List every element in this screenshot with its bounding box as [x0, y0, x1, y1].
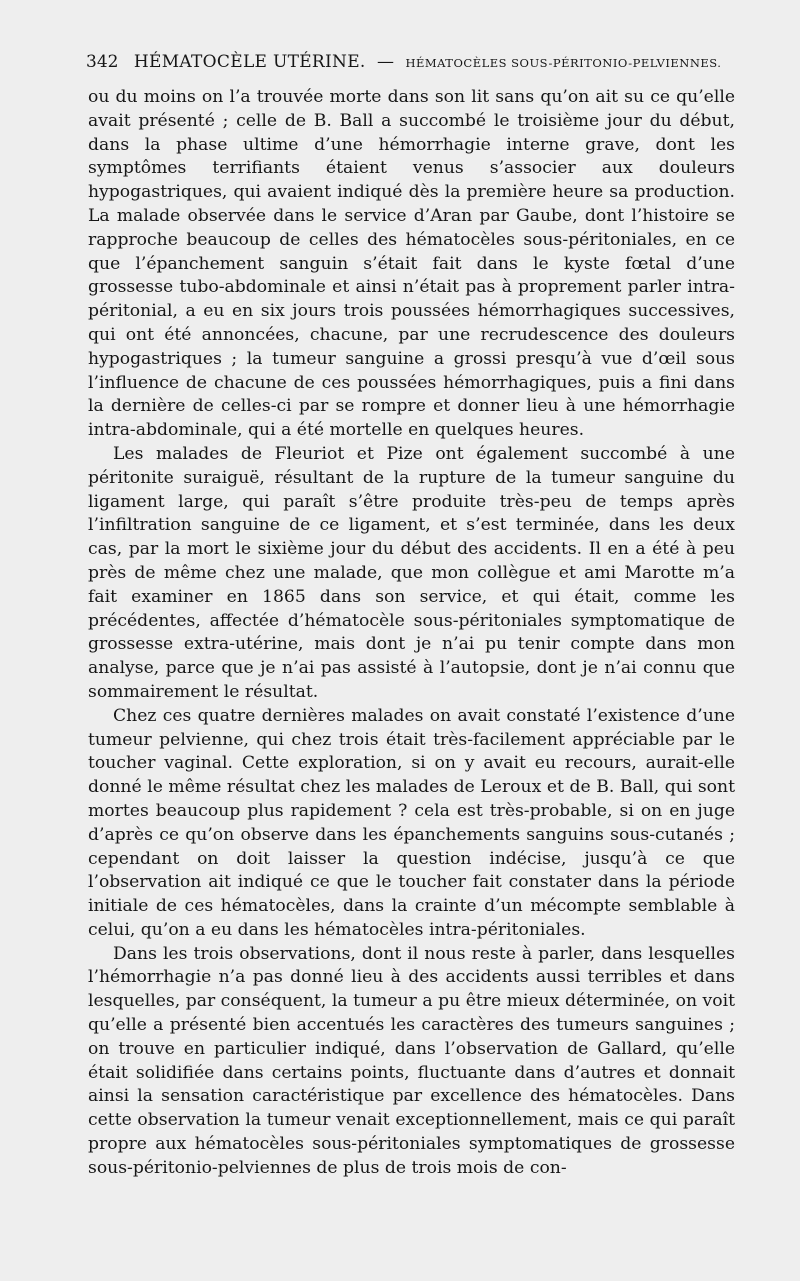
header-title: HÉMATOCÈLE UTÉRINE. — [133, 52, 366, 72]
header-subtitle: HÉMATOCÈLES SOUS-PÉRITONIO-PELVIENNES. — [405, 56, 722, 70]
paragraph: Chez ces quatre dernières malades on avait constaté l’existence d’une tumeur pelvienne, qui chez trois était très-facilement appréciable par le toucher vaginal. Cette exploration, si on y avait eu recours, aurait-elle donné le même résultat chez les malades de Leroux et de B. Ball, qui sont mortes beaucoup plus rapidement ? cela est très-probable, si on en juge d’après ce qu’on observe dans les épanchements sanguins sous-cutanés ; cependant on doit laisser la question indécise, jusqu’à ce que l’observation ait indiqué ce que le toucher fait constater dans la période initiale de ces hématocèles, dans la crainte d’un mécompte semblable à celui, qu’on a eu dans les hématocèles intra-péritoniales. — [88, 705, 735, 940]
page-body — [88, 86, 735, 1181]
paragraph: Les malades de Fleuriot et Pize ont également succombé à une péritonite suraiguë, résultant de la rupture de la tumeur sanguine du ligament large, qui paraît s’être produite très-peu de temps après l’infiltration sanguine de ce ligament, et s’est terminée, dans les deux cas, par la mort le sixième jour du début des accidents. Il en a été à peu près de même chez une malade, que mon collègue et ami Marotte m’a fait examiner en 1865 dans son service, et qui était, comme les précédentes, affectée d’hématocèle sous-péritoniales symptomatique de grossesse extra-utérine, mais dont je n’ai pu tenir compte dans mon analyse, parce que je n’ai pas assisté à l’autopsie, dont je n’ai connu que sommairement le résultat. — [88, 443, 735, 702]
paragraph: ou du moins on l’a trouvée morte dans son lit sans qu’on ait su ce qu’elle avait présenté ; celle de B. Ball a succombé le troisième jour du début, dans la phase ultime d’une hémorrhagie interne grave, dont les symptômes terrifiants étaient venus s’associer aux douleurs hypogastriques, qui avaient indiqué dès la première heure sa production. La malade observée dans le service d’Aran par Gaube, dont l’histoire se rapproche beaucoup de celles des hématocèles sous-péritoniales, en ce que l’épanchement sanguin s’était fait dans le kyste fœtal d’une grossesse tubo-abdominale et ainsi n’était pas à proprement parler intra-péritonial, a eu en six jours trois poussées hémorrhagiques successives, qui ont été annoncées, chacune, par une recrudescence des douleurs hypogastriques ; la tumeur sanguine a grossi presqu’à vue d’œil sous l’influence de chacune de ces poussées hémorrhagiques, puis a fini dans la dernière de celles-ci par se rompre et donner lieu à une hémorrhagie intra-abdominale, qui a été mortelle en quelques heures. — [88, 87, 735, 441]
paragraph: Dans les trois observations, dont il nous reste à parler, dans lesquelles l’hémorrhagie n’a pas donné lieu à des accidents aussi terribles et dans lesquelles, par conséquent, la tumeur a pu être mieux déterminée, on voit qu’elle a présenté bien accentués les caractères des tumeurs sanguines ; on trouve en particulier indiqué, dans l’observation de Gallard, qu’elle était solidifiée dans certains points, fluctuante dans d’autres et donnait ainsi la sensation caractéristique par excellence des hématocèles. Dans cette observation la tumeur venait exceptionnellement, mais ce qui paraît propre aux hématocèles sous-péritoniales symptomatiques de grossesse sous-péritonio-pelviennes de plus de trois mois de con- — [88, 943, 735, 1178]
page-number: 342 — [86, 52, 119, 72]
running-header — [86, 52, 722, 72]
header-dash: — — [377, 52, 395, 72]
